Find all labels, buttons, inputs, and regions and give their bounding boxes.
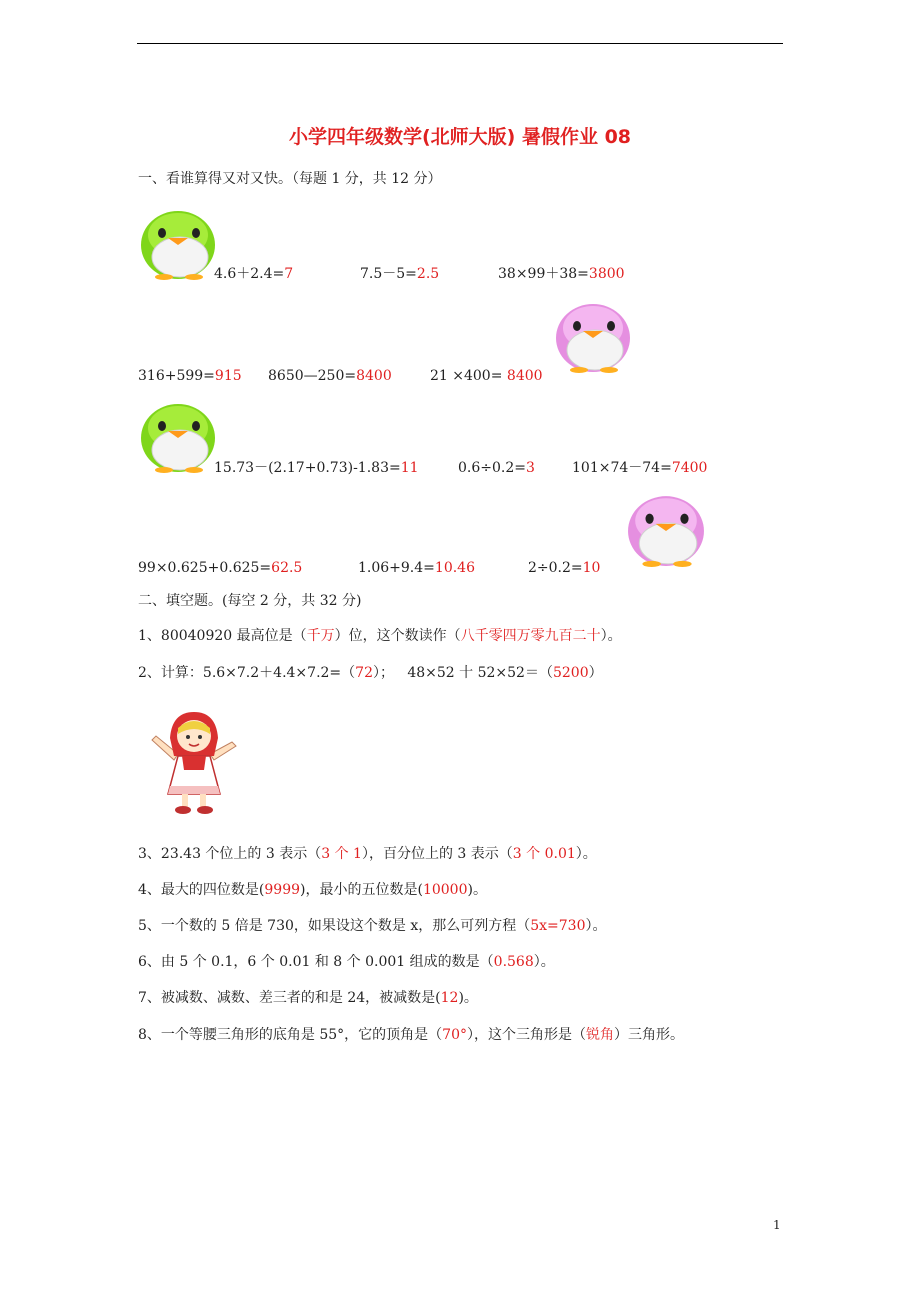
answer-text: 8400 — [506, 368, 543, 384]
answer-text: 12 — [440, 990, 459, 1006]
answer-text: 3 个 0.01 — [512, 846, 576, 862]
answer-text: 72 — [355, 665, 373, 681]
answer-text: 11 — [400, 460, 419, 476]
answer-text: 915 — [214, 368, 242, 384]
problem-1-1 — [214, 265, 293, 283]
answer-text: 8400 — [356, 368, 392, 384]
fill-item-2: 2、计算：5.6×7.2＋4.4×7.2=（72）； 48×52 十 52×52＝（5200） — [138, 665, 603, 681]
problem-3-1 — [214, 459, 419, 477]
answer-text: 10.46 — [434, 560, 475, 576]
problem-4-2 — [358, 559, 475, 577]
problem-3-2 — [458, 459, 535, 477]
answer-text: 62.5 — [271, 560, 303, 576]
fill-item-7: 7、被减数、减数、差三者的和是 24，被减数是(12)。 — [138, 990, 478, 1006]
fill-item-6: 6、由 5 个 0.1，6 个 0.01 和 8 个 0.001 组成的数是（0.568）。 — [138, 954, 555, 970]
problem-4-3 — [528, 559, 600, 577]
fill-item-5: 5、一个数的 5 倍是 730，如果设这个数是 x，那么可列方程（5x=730）。 — [138, 918, 607, 934]
question-text: 8650—250= — [268, 368, 357, 384]
answer-text: 3 个 1 — [321, 846, 362, 862]
fill-item-3: 3、23.43 个位上的 3 表示（3 个 1），百分位上的 3 表示（3 个 0.01）。 — [138, 846, 597, 862]
question-text: 38×99＋38= — [498, 266, 589, 282]
top-rule — [137, 43, 783, 44]
pink-penguin-icon — [552, 298, 634, 374]
problem-2-2 — [268, 367, 392, 385]
pink-penguin-icon — [624, 490, 708, 568]
answer-text: 0.568 — [493, 954, 534, 970]
problem-4-1 — [138, 559, 302, 577]
page-number: 1 — [773, 1218, 781, 1232]
answer-text: 3 — [526, 460, 535, 476]
fill-item-1: 1、80040920 最高位是（千万）位，这个数读作（八千零四万零九百二十）。 — [138, 628, 622, 644]
question-text: 316+599= — [138, 368, 215, 384]
fill-item-4: 4、最大的四位数是(9999)，最小的五位数是(10000)。 — [138, 882, 487, 898]
answer-text: 7 — [284, 266, 294, 282]
question-text: 1.06+9.4= — [358, 560, 435, 576]
problem-1-3 — [498, 265, 625, 283]
answer-text: 2.5 — [416, 266, 440, 282]
question-text: 21 ×400= — [430, 368, 507, 384]
section1-heading: 一、看谁算得又对又快。（每题 1 分，共 12 分） — [138, 171, 442, 187]
problem-2-1 — [138, 367, 242, 385]
question-text: 2÷0.2= — [528, 560, 583, 576]
fill-item-8: 8、一个等腰三角形的底角是 55°，它的顶角是（70°），这个三角形是（锐角）三角形。 — [138, 1027, 684, 1043]
question-text: 0.6÷0.2= — [458, 460, 526, 476]
question-text: 101×74－74= — [572, 460, 672, 476]
answer-text: 3800 — [588, 266, 625, 282]
answer-text: 锐角 — [586, 1027, 614, 1043]
problem-1-2 — [360, 265, 439, 283]
green-penguin-icon — [138, 205, 218, 281]
answer-text: 9999 — [264, 882, 301, 898]
answer-text: 5x=730 — [530, 918, 586, 934]
answer-text: 八千零四万零九百二十 — [460, 628, 601, 644]
answer-text: 5200 — [552, 665, 589, 681]
question-text: 15.73－(2.17+0.73)-1.83= — [214, 460, 401, 476]
green-penguin-icon — [138, 398, 218, 474]
answer-text: 10000 — [422, 882, 468, 898]
girl-illustration — [148, 706, 240, 818]
problem-3-3 — [572, 459, 707, 477]
question-text: 7.5－5= — [360, 266, 417, 282]
section2-heading: 二、填空题。(每空 2 分，共 32 分) — [138, 593, 362, 609]
problem-2-3 — [430, 367, 543, 385]
answer-text: 70° — [442, 1027, 467, 1043]
answer-text: 10 — [582, 560, 601, 576]
answer-text: 7400 — [671, 460, 708, 476]
page-title: 小学四年级数学(北师大版) 暑假作业 08 — [288, 126, 632, 148]
question-text: 4.6＋2.4= — [214, 266, 285, 282]
answer-text: 千万 — [306, 628, 335, 644]
question-text: 99×0.625+0.625= — [138, 560, 272, 576]
